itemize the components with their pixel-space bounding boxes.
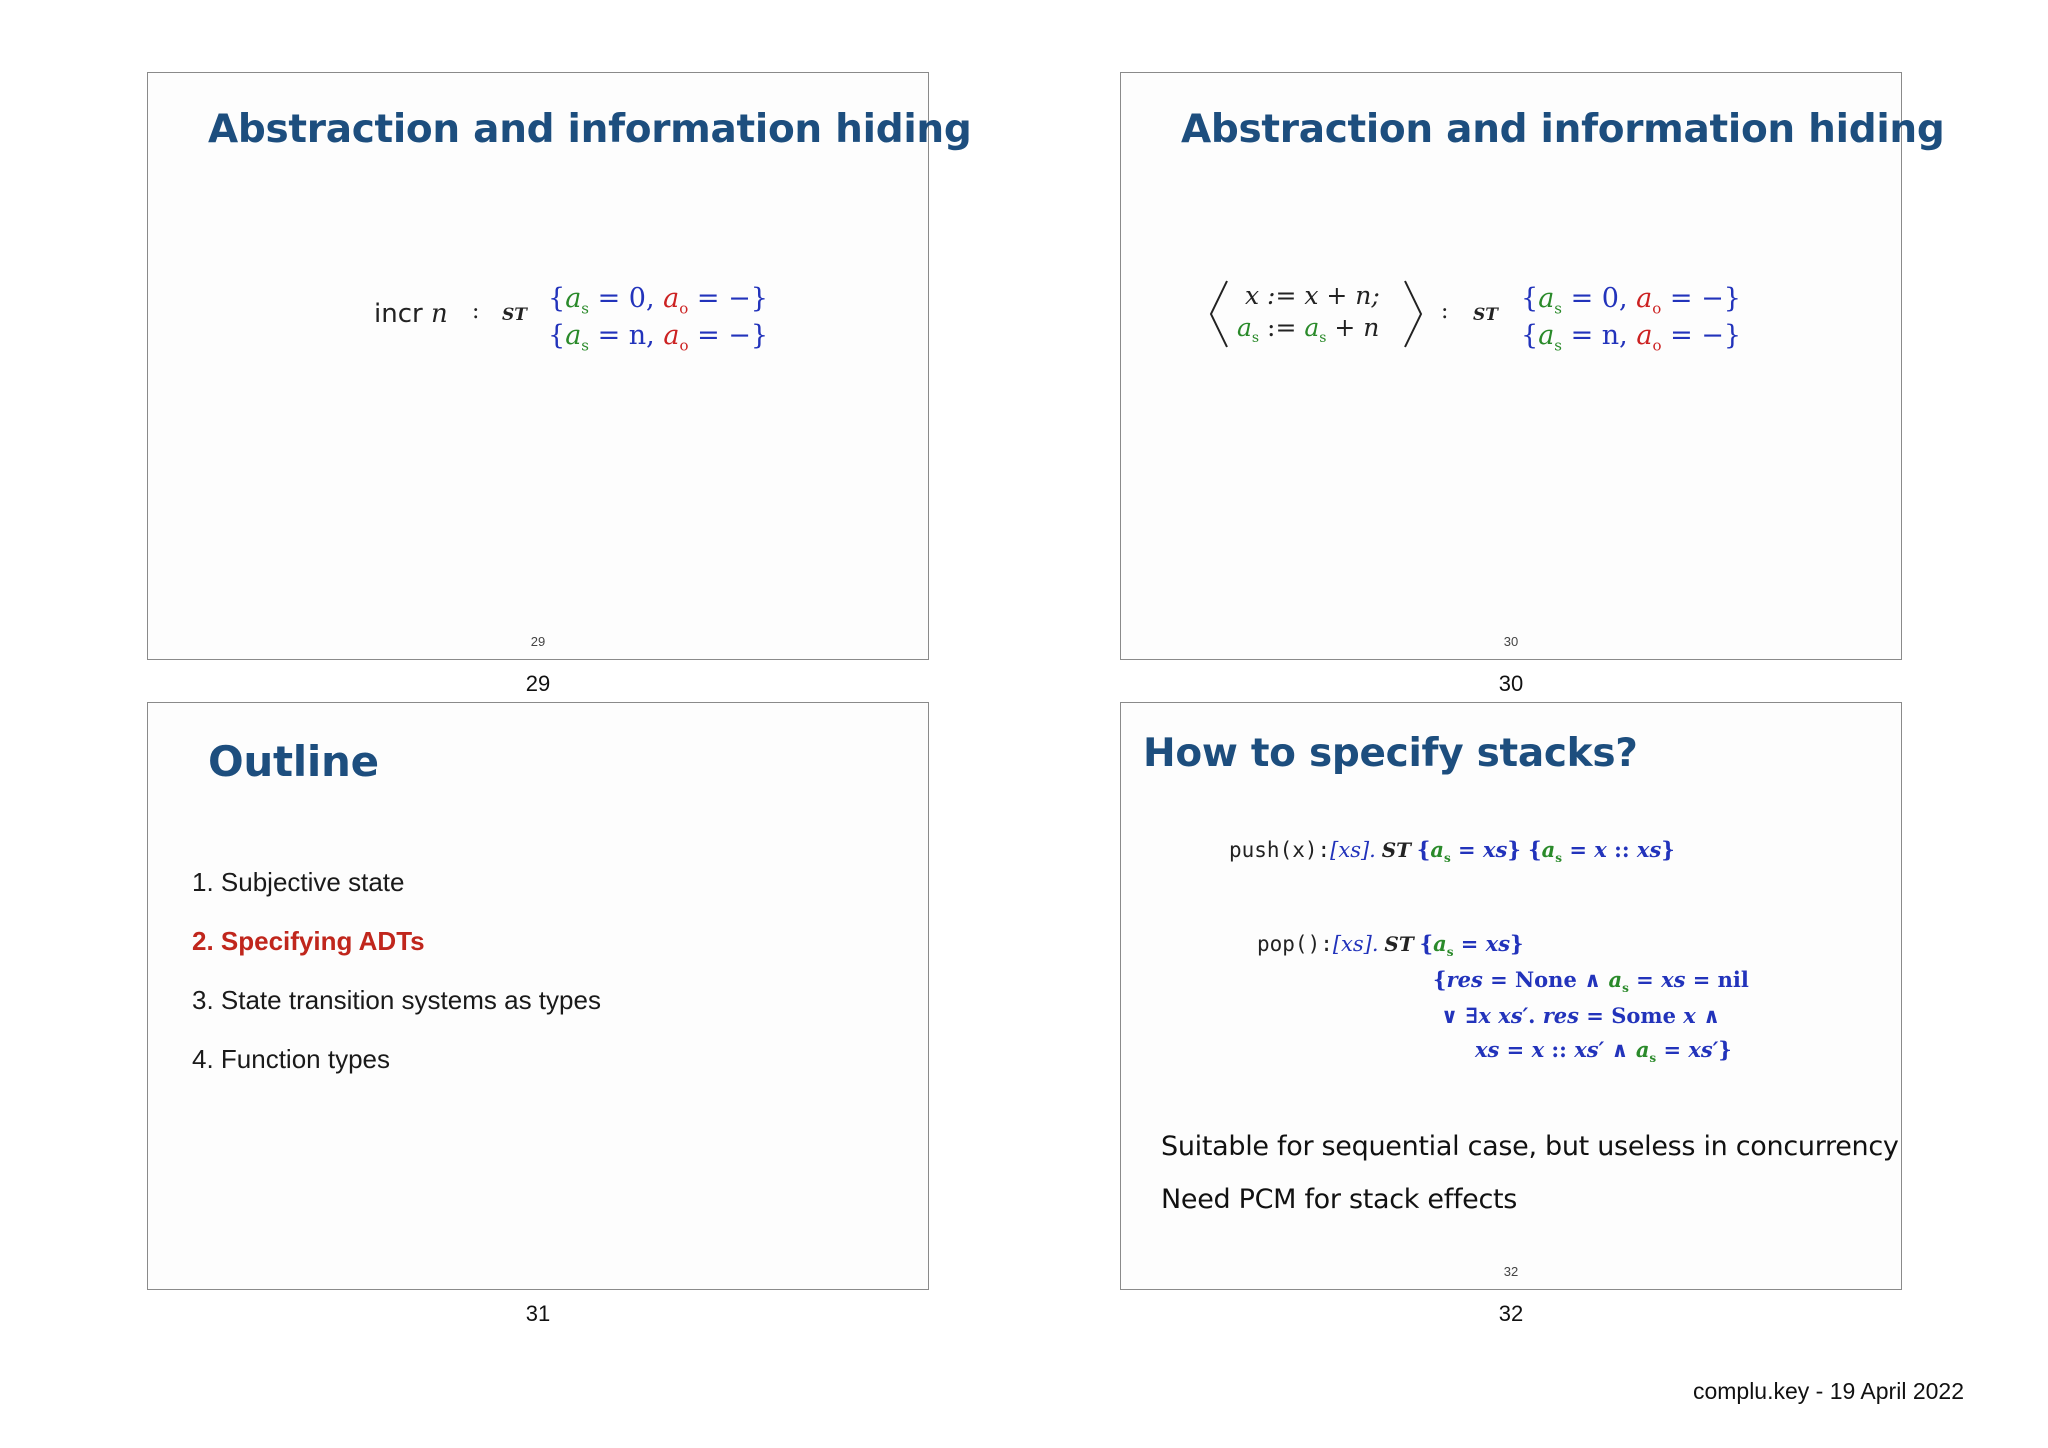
- pop-post-line-1: {res = None ∧ $a_s$ = xs = nil: [1433, 967, 1749, 996]
- outline-item-function-types: 4. Function types: [192, 1044, 390, 1074]
- slide-title: Abstraction and information hiding: [208, 107, 972, 152]
- pop-spec: pop():[xs]. ST $\{a_s = xs\}$: [1257, 931, 1524, 960]
- code-line-2: $a_s$ := $a_s + n$: [1237, 313, 1380, 346]
- st-label: ST: [502, 305, 527, 325]
- colon: :: [1441, 299, 1449, 324]
- left-angle-bracket: [1207, 279, 1231, 349]
- outline-item-state-transition-systems: 3. State transition systems as types: [192, 985, 601, 1015]
- push-spec: push(x):[xs]. ST $\{a_s = xs\} \{a_s = x$ :: xs}: [1229, 837, 1675, 866]
- slide-number: 29: [530, 634, 546, 649]
- slide-caption-30: 30: [1498, 671, 1524, 696]
- pop-post-line-2: ∨ ∃x xs′. res = Some x ∧: [1441, 1003, 1721, 1028]
- precondition: {$a_s = 0$, $a_o$ = −}: [1521, 283, 1741, 318]
- pop-post-line-3: xs = x :: xs′ ∧ $a_s = xs'$}: [1475, 1037, 1732, 1066]
- right-angle-bracket: [1401, 279, 1425, 349]
- slide-number: 30: [1503, 634, 1519, 649]
- document-footer: complu.key - 19 April 2022: [1692, 1378, 1964, 1404]
- colon: :: [472, 299, 480, 324]
- postcondition: {$a_s = n$, $a_o$ = −}: [548, 320, 769, 355]
- n-var: n: [430, 299, 448, 329]
- slide-29: [147, 72, 972, 660]
- incr-label: incr: [374, 299, 423, 329]
- precondition: {$a_s = 0$, $a_o$ = −}: [548, 283, 768, 318]
- slide-31: [147, 702, 929, 1290]
- slide-title: Outline: [208, 737, 379, 786]
- code-line-1: x := x + n;: [1245, 281, 1380, 310]
- outline-item-specifying-adts: 2. Specifying ADTs: [192, 926, 425, 956]
- slide-caption-29: 29: [525, 671, 551, 696]
- slide-title: Abstraction and information hiding: [1181, 107, 1945, 152]
- slide-30: [1120, 72, 1945, 660]
- postcondition: {$a_s = n$, $a_o$ = −}: [1521, 320, 1742, 355]
- note-sequential: Suitable for sequential case, but useless in concurrency: [1161, 1131, 1899, 1162]
- slide-32: [1120, 702, 1902, 1290]
- st-label: ST: [1473, 305, 1498, 325]
- slide-caption-31: 31: [525, 1301, 551, 1326]
- slide-title: How to specify stacks?: [1143, 731, 1638, 776]
- slide-number: 32: [1503, 1264, 1519, 1279]
- note-pcm: Need PCM for stack effects: [1161, 1184, 1518, 1215]
- outline-item-subjective-state: 1. Subjective state: [192, 867, 405, 897]
- slide-caption-32: 32: [1498, 1301, 1524, 1326]
